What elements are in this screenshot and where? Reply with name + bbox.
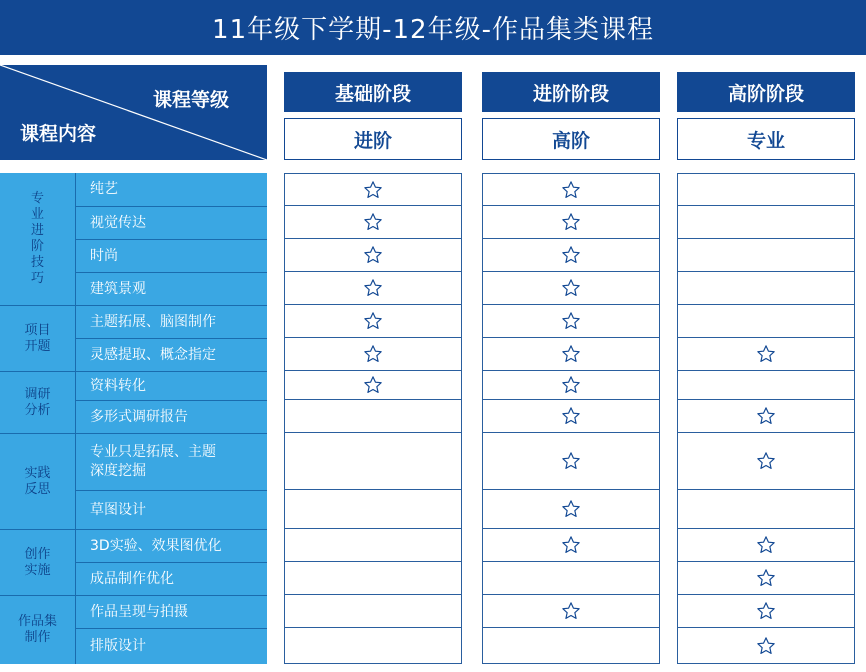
grid-cell bbox=[677, 628, 855, 664]
grid-cell bbox=[677, 338, 855, 371]
star-outline-icon bbox=[561, 180, 581, 200]
course-item: 3D实验、效果图优化 bbox=[76, 529, 267, 562]
star-outline-icon bbox=[363, 278, 383, 298]
course-item: 资料转化 bbox=[76, 371, 267, 400]
grid-cell bbox=[284, 272, 462, 305]
course-item: 专业只是拓展、主题 深度挖掘 bbox=[76, 433, 267, 490]
course-item: 成品制作优化 bbox=[76, 562, 267, 595]
stage-header-basic: 基础阶段 bbox=[284, 72, 462, 112]
star-outline-icon bbox=[561, 245, 581, 265]
star-outline-icon bbox=[561, 451, 581, 471]
grid-cell bbox=[677, 529, 855, 562]
group-label: 调研 分析 bbox=[0, 371, 75, 433]
grid-cell bbox=[677, 239, 855, 272]
star-outline-icon bbox=[756, 636, 776, 656]
grid-cell bbox=[482, 272, 660, 305]
level-header-intermediate: 高阶 bbox=[482, 118, 660, 160]
grid-cell bbox=[482, 371, 660, 400]
grid-cell bbox=[482, 338, 660, 371]
grid-cell bbox=[284, 433, 462, 490]
course-item: 灵感提取、概念指定 bbox=[76, 338, 267, 371]
grid-cell bbox=[482, 206, 660, 239]
course-item: 作品呈现与拍摄 bbox=[76, 595, 267, 628]
grid-cell bbox=[677, 173, 855, 206]
course-item: 多形式调研报告 bbox=[76, 400, 267, 433]
grid-cell bbox=[284, 239, 462, 272]
course-item: 主题拓展、脑图制作 bbox=[76, 305, 267, 338]
course-item: 纯艺 bbox=[90, 181, 118, 197]
group-label: 专 业 进 阶 技 巧 bbox=[30, 191, 44, 286]
stage-header-intermediate: 进阶阶段 bbox=[482, 72, 660, 112]
course-item: 草图设计 bbox=[76, 490, 267, 529]
grid-cell bbox=[284, 529, 462, 562]
grid-cell bbox=[284, 595, 462, 628]
grid-cell bbox=[677, 305, 855, 338]
course-item: 排版设计 bbox=[76, 628, 267, 664]
grid-cell bbox=[677, 371, 855, 400]
grid-cell bbox=[284, 338, 462, 371]
grid-cell bbox=[482, 239, 660, 272]
star-outline-icon bbox=[363, 245, 383, 265]
grid-cell bbox=[482, 529, 660, 562]
grid-cell bbox=[677, 562, 855, 595]
star-outline-icon bbox=[363, 344, 383, 364]
grid-cell bbox=[482, 400, 660, 433]
grid-cell bbox=[677, 272, 855, 305]
level-header-advanced: 专业 bbox=[677, 118, 855, 160]
group-label: 创作 实施 bbox=[0, 529, 75, 595]
star-outline-icon bbox=[363, 375, 383, 395]
grid-cell bbox=[284, 400, 462, 433]
level-header-basic: 进阶 bbox=[284, 118, 462, 160]
star-outline-icon bbox=[561, 311, 581, 331]
star-outline-icon bbox=[756, 406, 776, 426]
star-outline-icon bbox=[561, 375, 581, 395]
group-label: 实践 反思 bbox=[0, 433, 75, 529]
grid-cell bbox=[284, 371, 462, 400]
corner-header bbox=[0, 65, 267, 160]
star-outline-icon bbox=[756, 601, 776, 621]
grid-cell bbox=[482, 490, 660, 529]
grid-cell bbox=[677, 400, 855, 433]
group-label: 作品集 制作 bbox=[0, 595, 75, 664]
star-outline-icon bbox=[756, 344, 776, 364]
grid-cell bbox=[482, 628, 660, 664]
star-outline-icon bbox=[363, 212, 383, 232]
course-item: 视觉传达 bbox=[76, 206, 267, 239]
grid-cell bbox=[677, 595, 855, 628]
star-outline-icon bbox=[363, 311, 383, 331]
grid-cell bbox=[284, 490, 462, 529]
grid-cell bbox=[284, 173, 462, 206]
star-outline-icon bbox=[561, 535, 581, 555]
grid-cell bbox=[284, 206, 462, 239]
grid-cell bbox=[677, 433, 855, 490]
grid-cell bbox=[284, 628, 462, 664]
star-outline-icon bbox=[363, 180, 383, 200]
stage-header-advanced: 高阶阶段 bbox=[677, 72, 855, 112]
star-outline-icon bbox=[561, 499, 581, 519]
star-outline-icon bbox=[561, 212, 581, 232]
star-outline-icon bbox=[561, 601, 581, 621]
grid-cell bbox=[482, 305, 660, 338]
star-outline-icon bbox=[756, 568, 776, 588]
grid-cell bbox=[677, 206, 855, 239]
star-outline-icon bbox=[561, 278, 581, 298]
grid-cell bbox=[284, 305, 462, 338]
grid-cell bbox=[482, 433, 660, 490]
grid-cell bbox=[482, 173, 660, 206]
group-label: 项目 开题 bbox=[0, 305, 75, 371]
course-item: 时尚 bbox=[76, 239, 267, 272]
grid-cell bbox=[482, 595, 660, 628]
grid-cell bbox=[482, 562, 660, 595]
star-outline-icon bbox=[561, 406, 581, 426]
star-outline-icon bbox=[756, 451, 776, 471]
level-label: 课程等级 bbox=[152, 89, 229, 111]
course-item: 建筑景观 bbox=[76, 272, 267, 305]
page-title: 11年级下学期-12年级-作品集类课程 bbox=[0, 0, 866, 55]
grid-cell bbox=[284, 562, 462, 595]
grid-cell bbox=[677, 490, 855, 529]
star-outline-icon bbox=[756, 535, 776, 555]
content-label: 课程内容 bbox=[20, 123, 97, 145]
star-outline-icon bbox=[561, 344, 581, 364]
